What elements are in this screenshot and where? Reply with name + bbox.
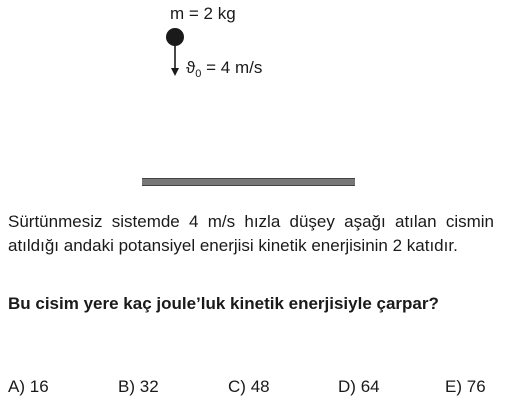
velocity-label bbox=[186, 58, 262, 80]
ground-surface bbox=[142, 178, 355, 186]
option-value: 76 bbox=[466, 377, 486, 396]
option-letter: C) bbox=[228, 377, 246, 396]
option-d[interactable] bbox=[338, 377, 380, 397]
mass-label: m = 2 kg bbox=[170, 4, 236, 23]
option-value: 32 bbox=[139, 377, 159, 396]
option-c[interactable] bbox=[228, 377, 270, 397]
problem-question: Bu cisim yere kaç joule’luk kinetik enerjisiyle çarpar? bbox=[8, 294, 439, 313]
problem-statement: Sürtünmesiz sistemde 4 m/s hızla düşey aşağı atılan cismin atıldığı andaki potansiyel enerjisi kinetik enerjisinin 2 katıdır. bbox=[8, 212, 494, 255]
option-b[interactable] bbox=[118, 377, 159, 397]
option-a[interactable] bbox=[8, 377, 49, 397]
option-value: 64 bbox=[360, 377, 380, 396]
velocity-subscript: 0 bbox=[195, 68, 202, 80]
velocity-arrow-icon bbox=[166, 44, 186, 78]
option-letter: A) bbox=[8, 377, 25, 396]
option-letter: E) bbox=[445, 377, 462, 396]
answer-options bbox=[8, 377, 498, 401]
velocity-symbol: ϑ bbox=[186, 58, 196, 77]
velocity-value: = 4 m/s bbox=[201, 58, 263, 77]
option-value: 16 bbox=[29, 377, 49, 396]
option-value: 48 bbox=[250, 377, 270, 396]
physics-figure bbox=[0, 0, 508, 200]
option-letter: B) bbox=[118, 377, 135, 396]
option-letter: D) bbox=[338, 377, 356, 396]
option-e[interactable] bbox=[445, 377, 486, 397]
